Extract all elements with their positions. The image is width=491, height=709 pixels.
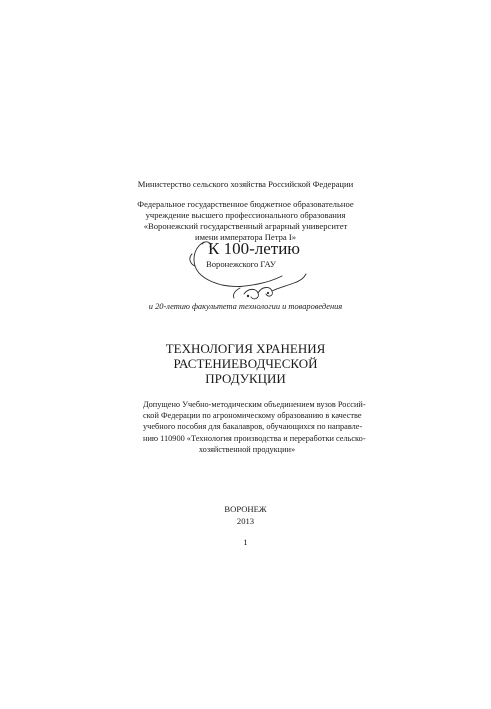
book-title-line: ТЕХНОЛОГИЯ ХРАНЕНИЯ: [165, 341, 326, 356]
anniversary-emblem: [182, 236, 312, 304]
approval-line: учебного пособия для бакалавров, обучающихся по направле-: [143, 422, 363, 432]
institution-line: учреждение высшего профессионального образования: [145, 210, 346, 220]
approval-statement: [143, 399, 366, 455]
institution-line: имени императора Петра I»: [194, 232, 297, 242]
anniversary-title: К 100-летию: [208, 239, 301, 258]
approval-line: нию 110900 «Технология производства и переработки сельско-: [143, 433, 366, 443]
anniversary-subtitle: Воронежского ГАУ: [206, 259, 276, 269]
book-title: [0, 341, 491, 386]
approval-line: Допущено Учебно-методическим объединением вузов Россий-: [143, 400, 366, 409]
page-number: 1: [243, 537, 248, 547]
publication-year: 2013: [236, 516, 255, 526]
institution-line: «Воронежский государственный аграрный университет: [143, 221, 348, 231]
book-title-line: ПРОДУКЦИИ: [205, 371, 286, 386]
publication-city: ВОРОНЕЖ: [224, 504, 267, 514]
faculty-anniversary-line: и 20-летию факультета технологии и товароведения: [148, 302, 343, 311]
approval-line: хозяйственной продукции»: [198, 444, 296, 454]
ministry-line: Министерство сельского хозяйства Российской Федерации: [137, 179, 354, 189]
approval-line: ской Федерации по агрономическому образованию в качестве: [143, 411, 362, 421]
institution-line: Федеральное государственное бюджетное образовательное: [137, 199, 354, 209]
book-title-line: РАСТЕНИЕВОДЧЕСКОЙ: [173, 356, 318, 371]
